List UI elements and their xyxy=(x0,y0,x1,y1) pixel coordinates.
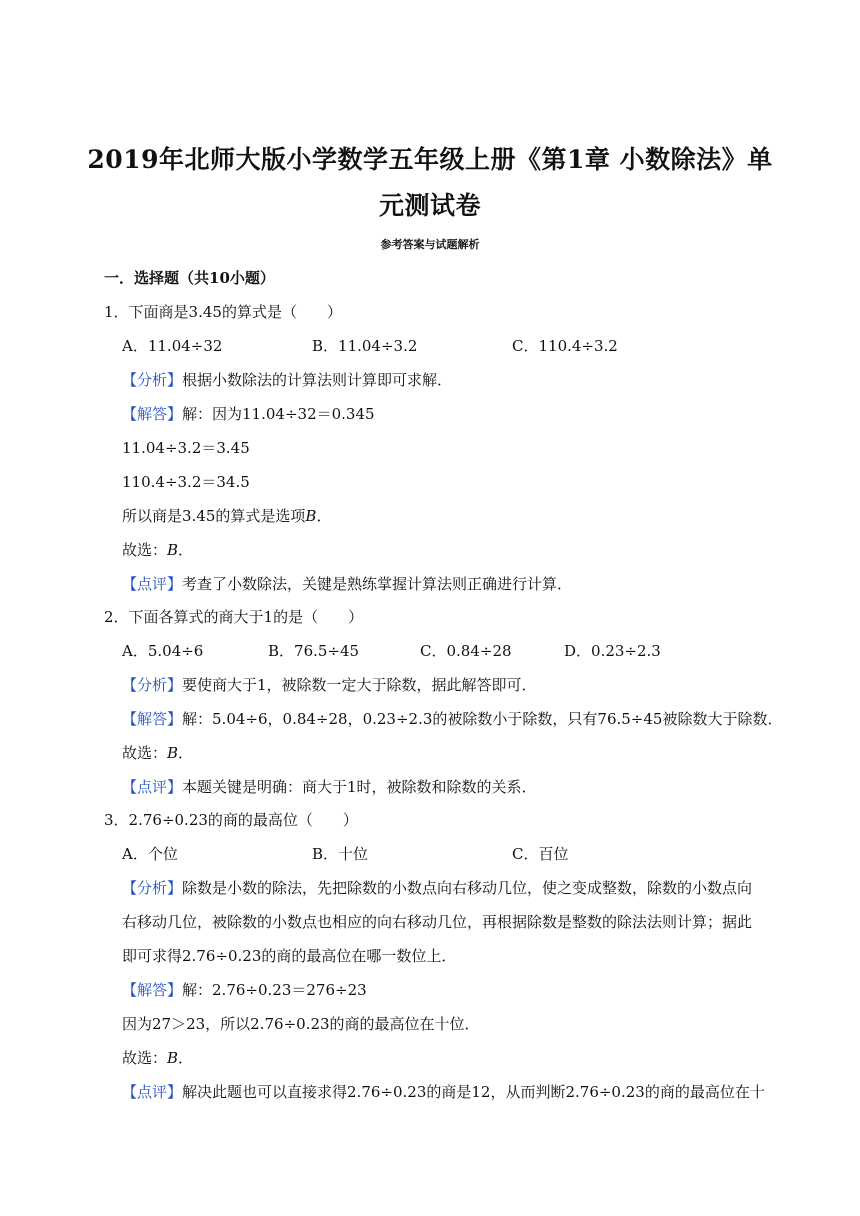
q2-option-a: A．5.04÷6 xyxy=(122,642,204,660)
q2-choice: B xyxy=(167,744,179,762)
q1-answer-line: 解：因为11.04÷32＝0.345 xyxy=(182,405,375,423)
comment-tag: 【点评】 xyxy=(122,575,183,593)
q1-comment xyxy=(122,574,572,594)
section-heading: 一．选择题（共10小题） xyxy=(104,269,275,287)
q3-choose: 故选：B． xyxy=(122,1049,194,1067)
analysis-tag: 【分析】 xyxy=(122,676,183,694)
document-subtitle: 参考答案与试题解析 xyxy=(380,238,480,251)
q3-option-b: B．十位 xyxy=(312,845,369,863)
q1-answer-line: 所以商是3.45的算式是选项 xyxy=(122,507,306,525)
q1-comment-text: 考查了小数除法，关键是熟练掌握计算法则正确进行计算． xyxy=(182,575,573,593)
q2-choose: 故选：B． xyxy=(122,744,194,762)
q1-option-b: B．11.04÷3.2 xyxy=(312,337,418,355)
q2-stem: 2．下面各算式的商大于1的是（ ） xyxy=(104,608,364,626)
q1-stem: 1．下面商是3.45的算式是（ ） xyxy=(104,303,342,321)
analysis-tag: 【分析】 xyxy=(122,879,183,897)
q3-choose-label: 故选： xyxy=(122,1049,168,1067)
q2-comment xyxy=(122,777,537,797)
q3-stem: 3．2.76÷0.23的商的最高位（ ） xyxy=(104,811,358,829)
q3-analysis-line: 右移动几位，被除数的小数点也相应的向右移动几位，再根据除数是整数的除法法则计算；据此 xyxy=(122,913,753,931)
q2-comment-text: 本题关键是明确：商大于1时，被除数和除数的关系． xyxy=(182,778,537,796)
document-title-line1: 2019年北师大版小学数学五年级上册《第1章 小数除法》单 xyxy=(87,145,773,174)
q3-comment-text: 解决此题也可以直接求得2.76÷0.23的商是12，从而判断2.76÷0.23的商的最高位在十 xyxy=(182,1083,765,1101)
q1-answer-conclusion: 所以商是3.45的算式是选项B． xyxy=(122,507,332,525)
analysis-tag: 【分析】 xyxy=(122,371,183,389)
q2-option-d: D．0.23÷2.3 xyxy=(564,642,661,660)
q3-answer-line: 因为27＞23，所以2.76÷0.23的商的最高位在十位． xyxy=(122,1015,480,1033)
q2-answer xyxy=(122,709,782,729)
q1-answer-line: 110.4÷3.2＝34.5 xyxy=(122,473,250,491)
q2-answer-text: 解：5.04÷6，0.84÷28，0.23÷2.3的被除数小于除数，只有76.5÷45被除数大于除数． xyxy=(182,710,783,728)
q3-option-a: A．个位 xyxy=(122,845,178,863)
comment-tag: 【点评】 xyxy=(122,1083,183,1101)
q1-choose-label: 故选： xyxy=(122,541,168,559)
q2-choose-label: 故选： xyxy=(122,744,168,762)
answer-tag: 【解答】 xyxy=(122,981,183,999)
q1-option-c: C．110.4÷3.2 xyxy=(512,337,618,355)
q3-choice: B xyxy=(167,1049,179,1067)
answer-tag: 【解答】 xyxy=(122,405,183,423)
comment-tag: 【点评】 xyxy=(122,778,183,796)
q2-option-b: B．76.5÷45 xyxy=(268,642,360,660)
q2-option-c: C．0.84÷28 xyxy=(420,642,512,660)
q1-choice: B xyxy=(305,507,317,525)
q3-answer-line: 解：2.76÷0.23＝276÷23 xyxy=(182,981,367,999)
q3-answer xyxy=(122,980,367,1000)
q3-analysis xyxy=(122,878,752,898)
document-title-line2: 元测试卷 xyxy=(378,191,481,220)
q2-analysis-text: 要使商大于1，被除数一定大于除数，据此解答即可． xyxy=(182,676,537,694)
q3-option-c: C．百位 xyxy=(512,845,569,863)
q3-analysis-text: 除数是小数的除法，先把除数的小数点向右移动几位，使之变成整数，除数的小数点向 xyxy=(182,879,753,897)
q3-analysis-line: 即可求得2.76÷0.23的商的最高位在哪一数位上． xyxy=(122,947,457,965)
q1-option-a: A．11.04÷32 xyxy=(122,337,223,355)
q1-answer xyxy=(122,404,375,424)
q2-analysis xyxy=(122,675,537,695)
q1-analysis xyxy=(122,370,452,390)
q1-choose: 故选：B． xyxy=(122,541,194,559)
q1-choice-final: B xyxy=(167,541,179,559)
answer-tag: 【解答】 xyxy=(122,710,183,728)
q1-answer-line: 11.04÷3.2＝3.45 xyxy=(122,439,250,457)
q3-comment xyxy=(122,1082,765,1102)
q1-analysis-text: 根据小数除法的计算法则计算即可求解． xyxy=(182,371,453,389)
